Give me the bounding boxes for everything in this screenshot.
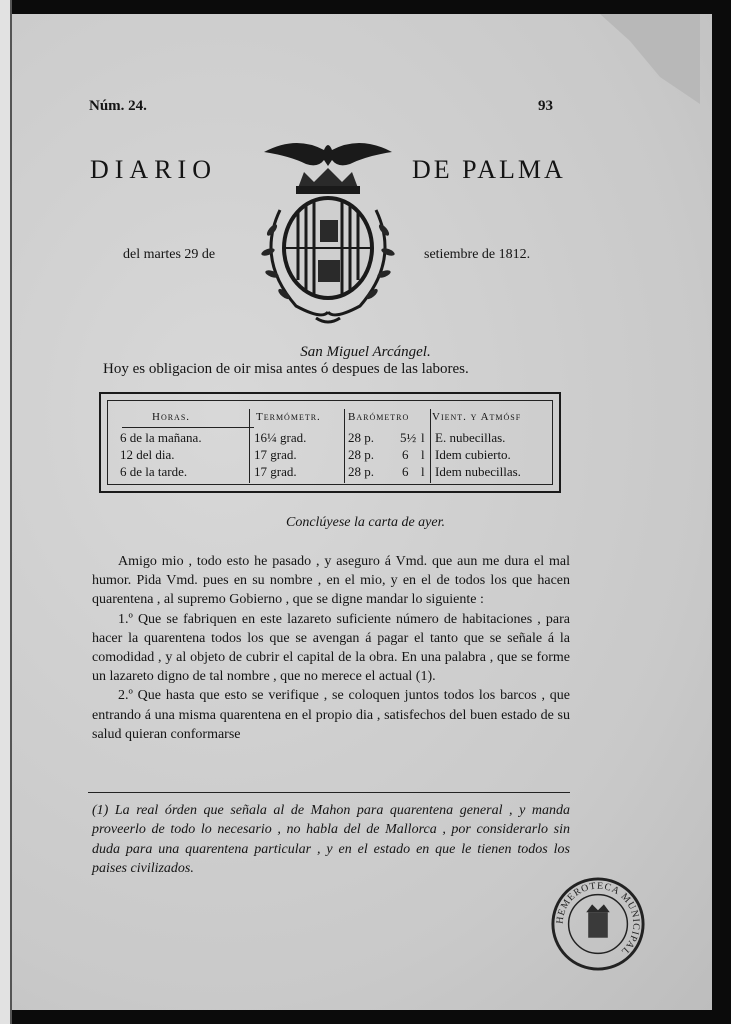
table-cell: 12 del dia. — [120, 447, 175, 462]
date-left: del martes 29 de — [123, 247, 216, 262]
issue-number: Núm. 24. — [89, 98, 147, 114]
table-cell: 17 grad. — [254, 464, 297, 479]
col-header-wind: Vient. y Atmósf — [432, 411, 522, 423]
article-body — [92, 552, 570, 744]
table-cell: l — [421, 464, 425, 479]
table-cell: 6 de la mañana. — [120, 430, 202, 445]
paragraph: 2.º Que hasta que esto se verifique , se coloquen juntos todos los barcos , que entrando á una misma quarentena en el propio dia , satisfechos del buen estado de su salud quieran conformarse — [92, 688, 570, 742]
stamp-text: HEMEROTECA MUNICIPAL — [554, 880, 642, 958]
table-cell: 5½ — [400, 430, 417, 445]
date-right: setiembre de 1812. — [424, 247, 531, 262]
col-divider — [249, 409, 250, 483]
mass-obligation: Hoy es obligacion de oir misa antes ó despues de las labores. — [103, 361, 469, 377]
table-cell: Idem cubierto. — [435, 447, 511, 462]
table-cell: 6 de la tarde. — [120, 464, 188, 479]
table-cell: 28 p. — [348, 447, 374, 462]
masthead-title-right: DE PALMA — [412, 155, 566, 184]
masthead-title-left: DIARIO — [90, 155, 217, 184]
table-cell: 28 p. — [348, 464, 374, 479]
paragraph: Amigo mio , todo esto he pasado , y aseguro á Vmd. que aun me dura el mal humor. Pida Vmd. pues en su nombre , en el mio, y en el de todos los que hacen quarentena , al supremo Gobierno , que se digne mandar lo siguiente : — [92, 554, 570, 608]
table-cell: E. nubecillas. — [435, 430, 506, 445]
library-stamp-icon — [549, 875, 647, 973]
table-cell: 6 — [402, 464, 409, 479]
col-divider — [344, 409, 345, 483]
table-cell: 16¼ grad. — [254, 430, 307, 445]
table-cell: 6 — [402, 447, 409, 462]
page-fold — [0, 0, 12, 1024]
coat-of-arms-icon — [246, 130, 410, 330]
paragraph: 1.º Que se fabriquen en este lazareto suficiente número de habitaciones , para hacer la quarentena todos los que se avengan á pagar el tanto que se señale á la comodidad , y al objeto de cubrir el capital de la obra. En una palabra , que se forme un lazareto digno de tal nombre , que no merece el actual (1). — [92, 611, 570, 685]
table-cell: Idem nubecillas. — [435, 464, 521, 479]
col-header-hours: Horas. — [152, 411, 191, 423]
header-rule — [122, 427, 254, 428]
article-subtitle: Conclúyese la carta de ayer. — [285, 515, 445, 530]
footnote-rule — [88, 792, 570, 793]
table-cell: 17 grad. — [254, 447, 297, 462]
table-cell: l — [421, 447, 425, 462]
weather-table — [99, 392, 561, 493]
table-cell: 28 p. — [348, 430, 374, 445]
saint-of-day: San Miguel Arcángel. — [300, 344, 431, 360]
footnote: (1) La real órden que señala al de Mahon para quarentena general , y manda proveerlo de todo lo necesario , no habla del de Mallorca , por considerarlo sin duda para una quarentena particular , y en el estado en que le tienen todos los paises civilizados. — [92, 803, 570, 877]
col-header-barometer: Barómetro — [348, 411, 410, 423]
table-cell: l — [421, 430, 425, 445]
page-number: 93 — [538, 98, 553, 114]
col-divider — [430, 409, 431, 483]
col-header-thermometer: Termómetr. — [256, 411, 321, 423]
weather-table-frame — [107, 400, 553, 485]
